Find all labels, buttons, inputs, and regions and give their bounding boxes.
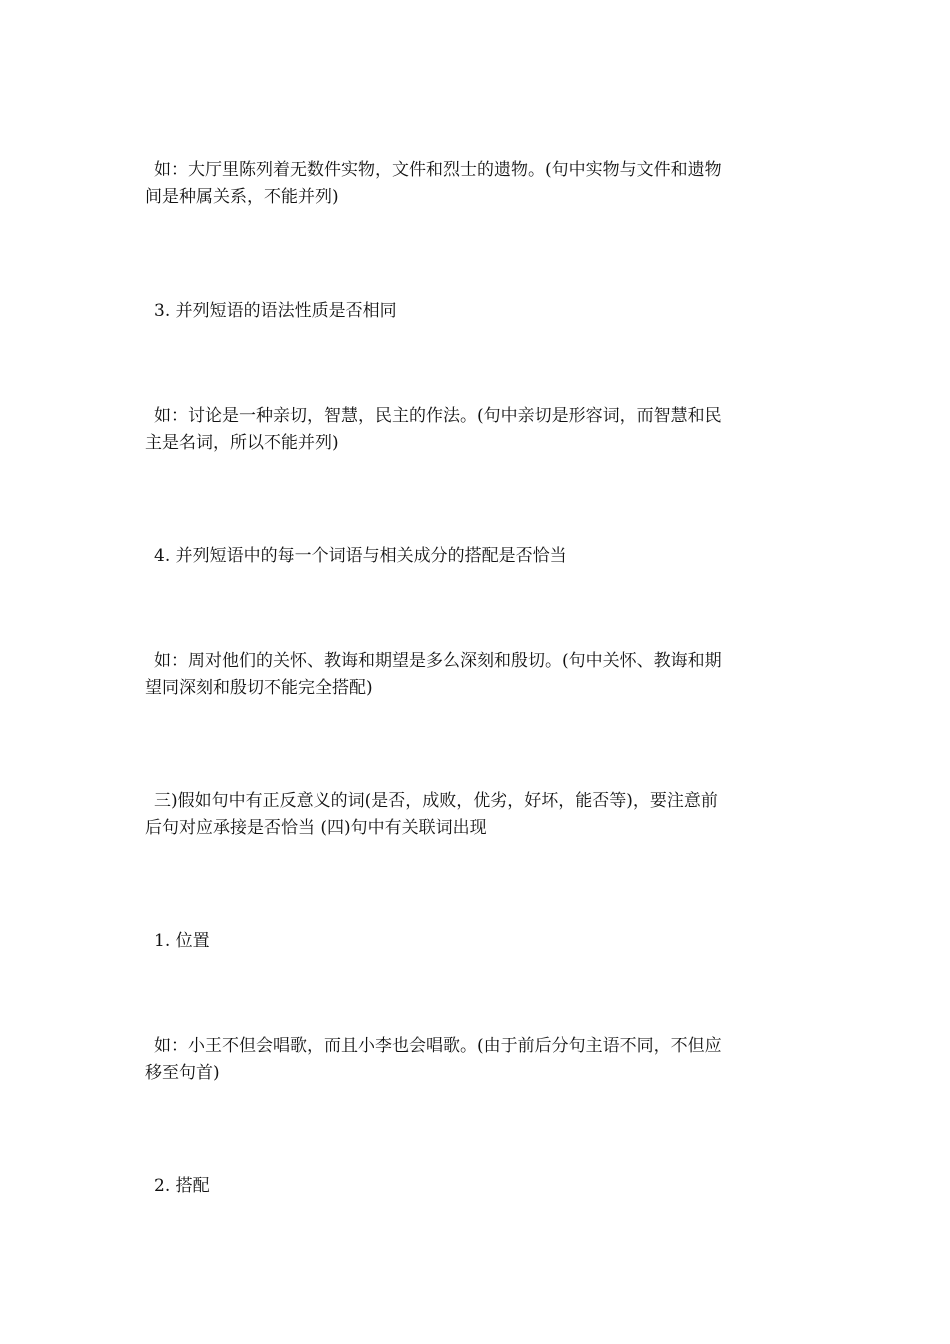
- heading-text: 4. 并列短语中的每一个词语与相关成分的搭配是否恰当: [154, 546, 567, 566]
- text-line: 后句对应承接是否恰当 (四)句中有关联词出现: [145, 818, 487, 838]
- text-line: 三)假如句中有正反意义的词(是否，成败，优劣，好坏，能否等)，要注意前: [154, 791, 718, 811]
- section-paragraph-3: [145, 788, 797, 842]
- heading-text: 3. 并列短语的语法性质是否相同: [154, 301, 397, 321]
- heading-text: 2. 搭配: [154, 1176, 210, 1196]
- heading-item-4: [145, 543, 797, 570]
- text-line: 如：周对他们的关怀、教诲和期望是多么深刻和殷切。(句中关怀、教诲和期: [154, 651, 722, 671]
- text-line: 望同深刻和殷切不能完全搭配): [145, 678, 373, 698]
- heading-text: 1. 位置: [154, 931, 210, 951]
- heading-item-3: [145, 298, 797, 325]
- text-line: 如：大厅里陈列着无数件实物，文件和烈士的遗物。(句中实物与文件和遗物: [154, 160, 722, 180]
- example-paragraph-care: [145, 648, 797, 702]
- text-line: 如：讨论是一种亲切，智慧，民主的作法。(句中亲切是形容词，而智慧和民: [154, 406, 722, 426]
- text-line: 主是名词，所以不能并列): [145, 433, 339, 453]
- heading-item-1: [145, 928, 797, 955]
- text-line: 如：小王不但会唱歌，而且小李也会唱歌。(由于前后分句主语不同，不但应: [154, 1036, 722, 1056]
- example-paragraph-exhibition: [145, 157, 797, 211]
- text-line: 间是种属关系，不能并列): [145, 187, 339, 207]
- text-line: 移至句首): [145, 1063, 220, 1083]
- example-paragraph-singing: [145, 1033, 797, 1087]
- example-paragraph-discussion: [145, 403, 797, 457]
- heading-item-2: [145, 1173, 797, 1200]
